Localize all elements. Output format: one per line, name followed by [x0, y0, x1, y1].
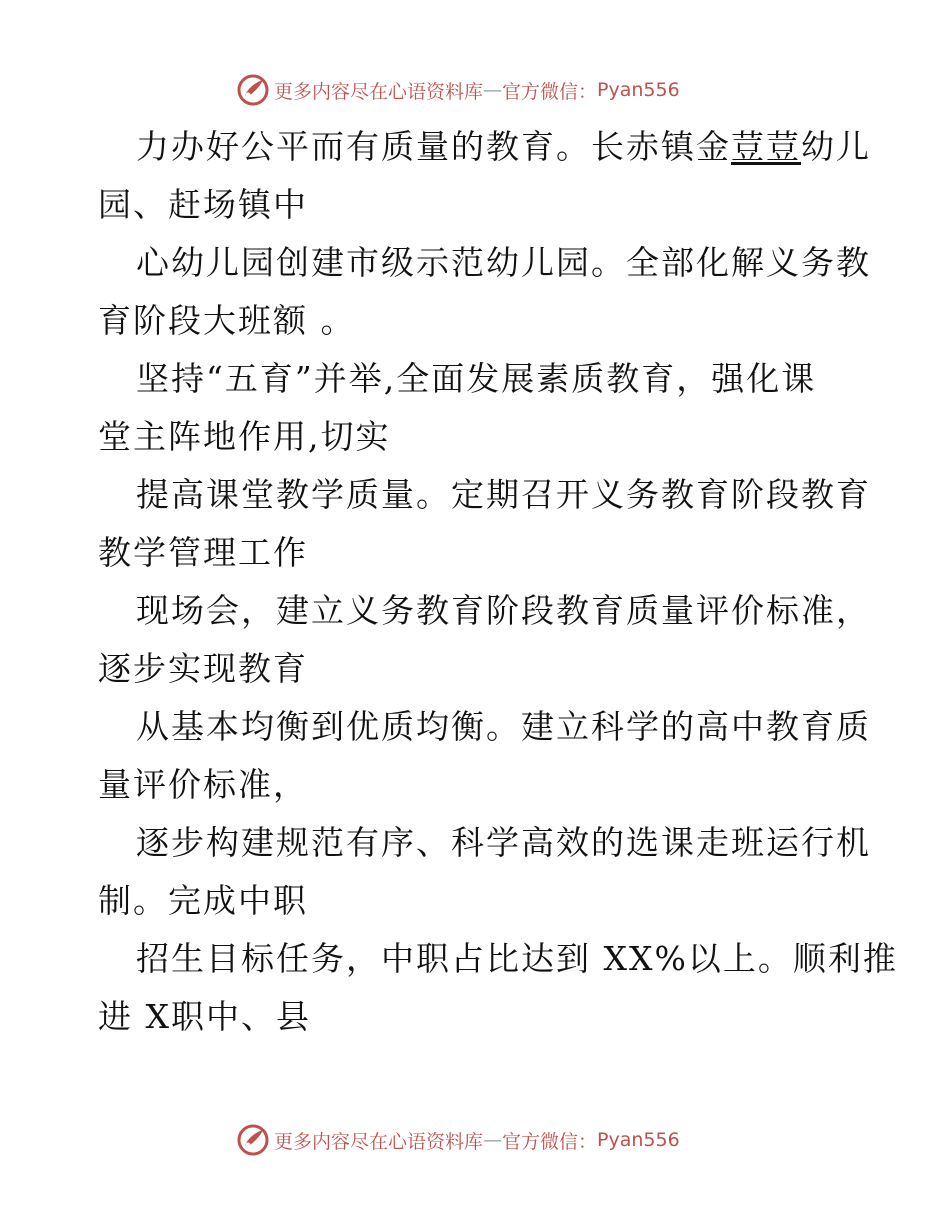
text-line: 现场会，建立义务教育阶段教育质量评价标准， [136, 591, 871, 630]
text-line: 逐步构建规范有序、科学高效的选课走班运行机 [136, 823, 871, 862]
text-line [98, 118, 871, 176]
text-segment: 幼儿 [801, 127, 871, 166]
watermark-separator: — [483, 1129, 503, 1151]
watermark-wechat-id: Pyan556 [597, 79, 680, 101]
text-line: 育阶段大班额 。 [98, 301, 356, 340]
footer-watermark [236, 1122, 716, 1158]
text-segment: 力办好公平而有质量的教育。长赤镇金 [136, 127, 731, 166]
document-body [98, 118, 898, 1046]
pen-nib-logo-icon [236, 1123, 270, 1157]
watermark-text: 更多内容尽在心语资料库 [274, 1130, 484, 1153]
text-line: 逐步实现教育 [98, 649, 308, 688]
underlined-text: 荳荳 [731, 127, 801, 166]
text-line: 招生目标任务，中职占比达到 XX%以上。顺利推 [136, 939, 898, 978]
text-line: 进 X职中、县 [98, 997, 311, 1036]
watermark-separator: — [483, 79, 503, 101]
text-line: 从基本均衡到优质均衡。建立科学的高中教育质 [136, 707, 871, 746]
text-line: 教学管理工作 [98, 533, 308, 572]
text-line: 制。完成中职 [98, 881, 308, 920]
watermark-wechat-label: 官方微信： [502, 1130, 598, 1153]
pen-nib-logo-icon [236, 73, 270, 107]
text-line: 园、赶场镇中 [98, 185, 308, 224]
header-watermark [236, 72, 716, 108]
text-line: 量评价标准， [98, 765, 308, 804]
text-line: 心幼儿园创建市级示范幼儿园。全部化解义务教 [136, 243, 871, 282]
watermark-text: 更多内容尽在心语资料库 [274, 80, 484, 103]
text-line: 堂主阵地作用,切实 [98, 417, 391, 456]
text-line: 提高课堂教学质量。定期召开义务教育阶段教育 [136, 475, 871, 514]
text-line: 坚持“五育”并举,全面发展素质教育，强化课 [136, 359, 817, 398]
watermark-wechat-id: Pyan556 [597, 1129, 680, 1151]
watermark-wechat-label: 官方微信： [502, 80, 598, 103]
